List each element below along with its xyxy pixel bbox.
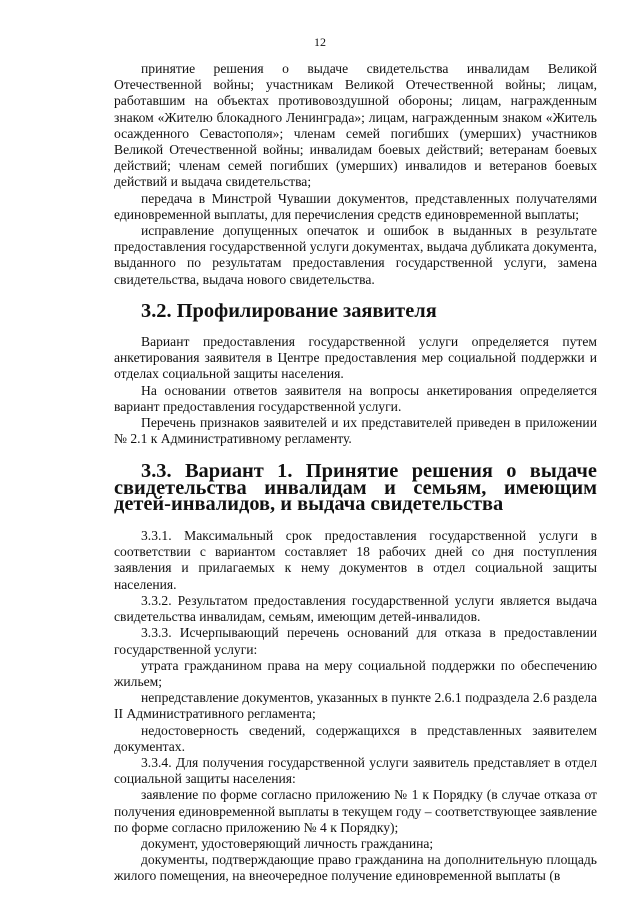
paragraph: принятие решения о выдаче свидетельства инвалидам Великой Отечественной войны; участникам Великой Отечественной войны; лицам, работавшим на объектах противовоздушной обороны; лицам, награжденным знаком «Жителю блокадного Ленинграда»; лицам, награжденным знаком «Житель осажденного Севастополя»; членам семей погибших (умерших) участников Великой Отечественной войны; инвалидам боевых действий; ветеранам боевых действий; членам семей погибших (умерших) инвалидов и ветеранов боевых действий и выдача свидетельства; bbox=[114, 61, 597, 190]
section-heading-3-3: 3.3. Вариант 1. Принятие решения о выдаче свидетельства инвалидам и семьям, имеющим детей-инвалидов, и выдача свидетельства bbox=[114, 460, 597, 515]
list-item: недостоверность сведений, содержащихся в представленных заявителем документах. bbox=[114, 722, 597, 754]
list-item: непредставление документов, указанных в пункте 2.6.1 подраздела 2.6 раздела II Административного регламента; bbox=[114, 690, 597, 722]
document-body bbox=[114, 61, 597, 885]
paragraph: Вариант предоставления государственной услуги определяется путем анкетирования заявителя в Центре предоставления мер социальной поддержки и отделах социальной защиты населения. bbox=[114, 334, 597, 382]
list-item: утрата гражданином права на меру социальной поддержки по обеспечению жильем; bbox=[114, 657, 597, 689]
section-heading-3-2: 3.2. Профилирование заявителя bbox=[141, 299, 437, 322]
list-item: документы, подтверждающие право гражданина на дополнительную площадь жилого помещения, на внеочередное получение единовременной выплаты (в bbox=[114, 852, 597, 884]
list-item: заявление по форме согласно приложению № 1 к Порядку (в случае отказа от получения единовременной выплаты в текущем году – соответствующее заявление по форме согласно приложению № 4 к Порядку); bbox=[114, 787, 597, 835]
paragraph: Перечень признаков заявителей и их представителей приведен в приложении № 2.1 к Административному регламенту. bbox=[114, 415, 597, 447]
paragraph-3-3-3: 3.3.3. Исчерпывающий перечень оснований для отказа в предоставлении государственной услуги: bbox=[114, 625, 597, 657]
paragraph-3-3-2: 3.3.2. Результатом предоставления государственной услуги является выдача свидетельства инвалидам, семьям, имеющим детей-инвалидов. bbox=[114, 592, 597, 625]
paragraph: передача в Минстрой Чувашии документов, представленных получателями единовременной выплаты, для перечисления средств единовременной выплаты; bbox=[114, 190, 597, 222]
paragraph-3-3-4: 3.3.4. Для получения государственной услуги заявитель представляет в отдел социальной защиты населения: bbox=[114, 754, 597, 787]
list-item: документ, удостоверяющий личность гражданина; bbox=[141, 835, 434, 851]
paragraph: исправление допущенных опечаток и ошибок в выданных в результате предоставления государственной услуги документах, выдача дубликата документа, выданного по результатам предоставления государственной услуги, замена свидетельства, выдача нового свидетельства. bbox=[114, 223, 597, 287]
paragraph: На основании ответов заявителя на вопросы анкетирования определяется вариант предоставления государственной услуги. bbox=[114, 382, 597, 414]
paragraph-3-3-1: 3.3.1. Максимальный срок предоставления государственной услуги в соответствии с вариантом составляет 18 рабочих дней со дня поступления заявления и прилагаемых к нему документов в отдел социальной защиты населения. bbox=[114, 528, 597, 592]
page-number: 12 bbox=[314, 35, 326, 49]
